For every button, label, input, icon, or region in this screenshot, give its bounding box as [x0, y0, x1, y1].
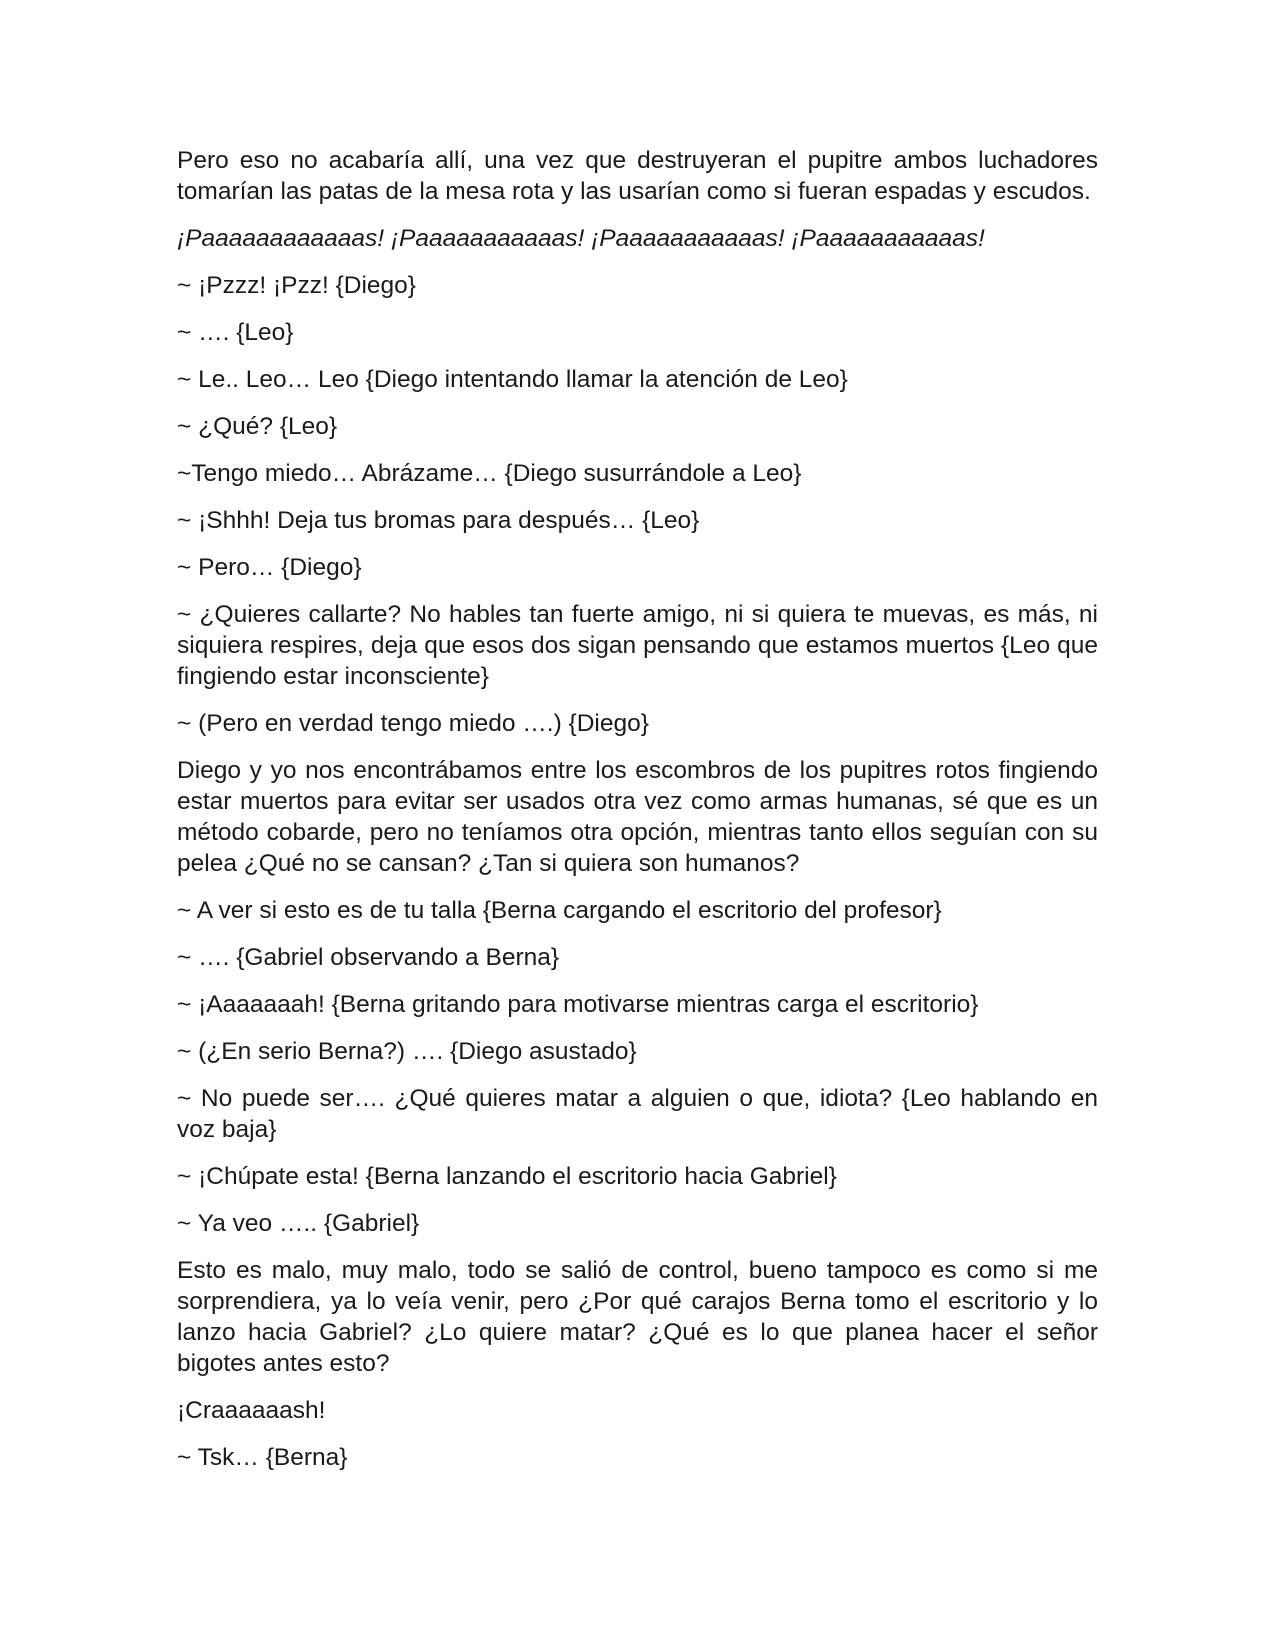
dialogue-line: ~ ¡Pzzz! ¡Pzz! {Diego} [177, 272, 416, 299]
document-page [177, 145, 1098, 1489]
dialogue-line: ~ Tsk… {Berna} [177, 1444, 348, 1471]
dialogue-line: ~ Le.. Leo… Leo {Diego intentando llamar la atención de Leo} [177, 366, 848, 393]
dialogue-line: ~ Pero… {Diego} [177, 554, 362, 581]
dialogue-line: ~ (Pero en verdad tengo miedo ….) {Diego} [177, 710, 649, 737]
sound-effect-line: ¡Paaaaaaaaaaaas! ¡Paaaaaaaaaaas! ¡Paaaaaaaaaaas! ¡Paaaaaaaaaaas! [177, 225, 985, 252]
dialogue-line: ~ (¿En serio Berna?) …. {Diego asustado} [177, 1038, 637, 1065]
dialogue-line: ~ …. {Gabriel observando a Berna} [177, 944, 560, 971]
dialogue-line: ~ No puede ser…. ¿Qué quieres matar a alguien o que, idiota? {Leo hablando en voz baja} [177, 1085, 1098, 1143]
dialogue-line: ~ ¿Quieres callarte? No hables tan fuerte amigo, ni si quiera te muevas, es más, ni siquiera respires, deja que esos dos sigan pensando que estamos muertos {Leo que fingiendo estar inconsciente} [177, 601, 1098, 690]
narration-paragraph: Pero eso no acabaría allí, una vez que destruyeran el pupitre ambos luchadores tomarían las patas de la mesa rota y las usarían como si fueran espadas y escudos. [177, 147, 1098, 205]
sound-effect-line: ¡Craaaaaash! [177, 1397, 326, 1424]
dialogue-line: ~Tengo miedo… Abrázame… {Diego susurrándole a Leo} [177, 460, 802, 487]
dialogue-line: ~ ¿Qué? {Leo} [177, 413, 338, 440]
dialogue-line: ~ ¡Chúpate esta! {Berna lanzando el escritorio hacia Gabriel} [177, 1163, 837, 1190]
narration-paragraph: Diego y yo nos encontrábamos entre los escombros de los pupitres rotos fingiendo estar muertos para evitar ser usados otra vez como armas humanas, sé que es un método cobarde, pero no teníamos otra opción, mientras tanto ellos seguían con su pelea ¿Qué no se cansan? ¿Tan si quiera son humanos? [177, 757, 1098, 877]
narration-paragraph: Esto es malo, muy malo, todo se salió de control, bueno tampoco es como si me sorprendiera, ya lo veía venir, pero ¿Por qué carajos Berna tomo el escritorio y lo lanzo hacia Gabriel? ¿Lo quiere matar? ¿Qué es lo que planea hacer el señor bigotes antes esto? [177, 1257, 1098, 1377]
dialogue-line: ~ …. {Leo} [177, 319, 294, 346]
dialogue-line: ~ ¡Shhh! Deja tus bromas para después… {Leo} [177, 507, 700, 534]
dialogue-line: ~ A ver si esto es de tu talla {Berna cargando el escritorio del profesor} [177, 897, 942, 924]
dialogue-line: ~ Ya veo ….. {Gabriel} [177, 1210, 420, 1237]
dialogue-line: ~ ¡Aaaaaaah! {Berna gritando para motivarse mientras carga el escritorio} [177, 991, 979, 1018]
